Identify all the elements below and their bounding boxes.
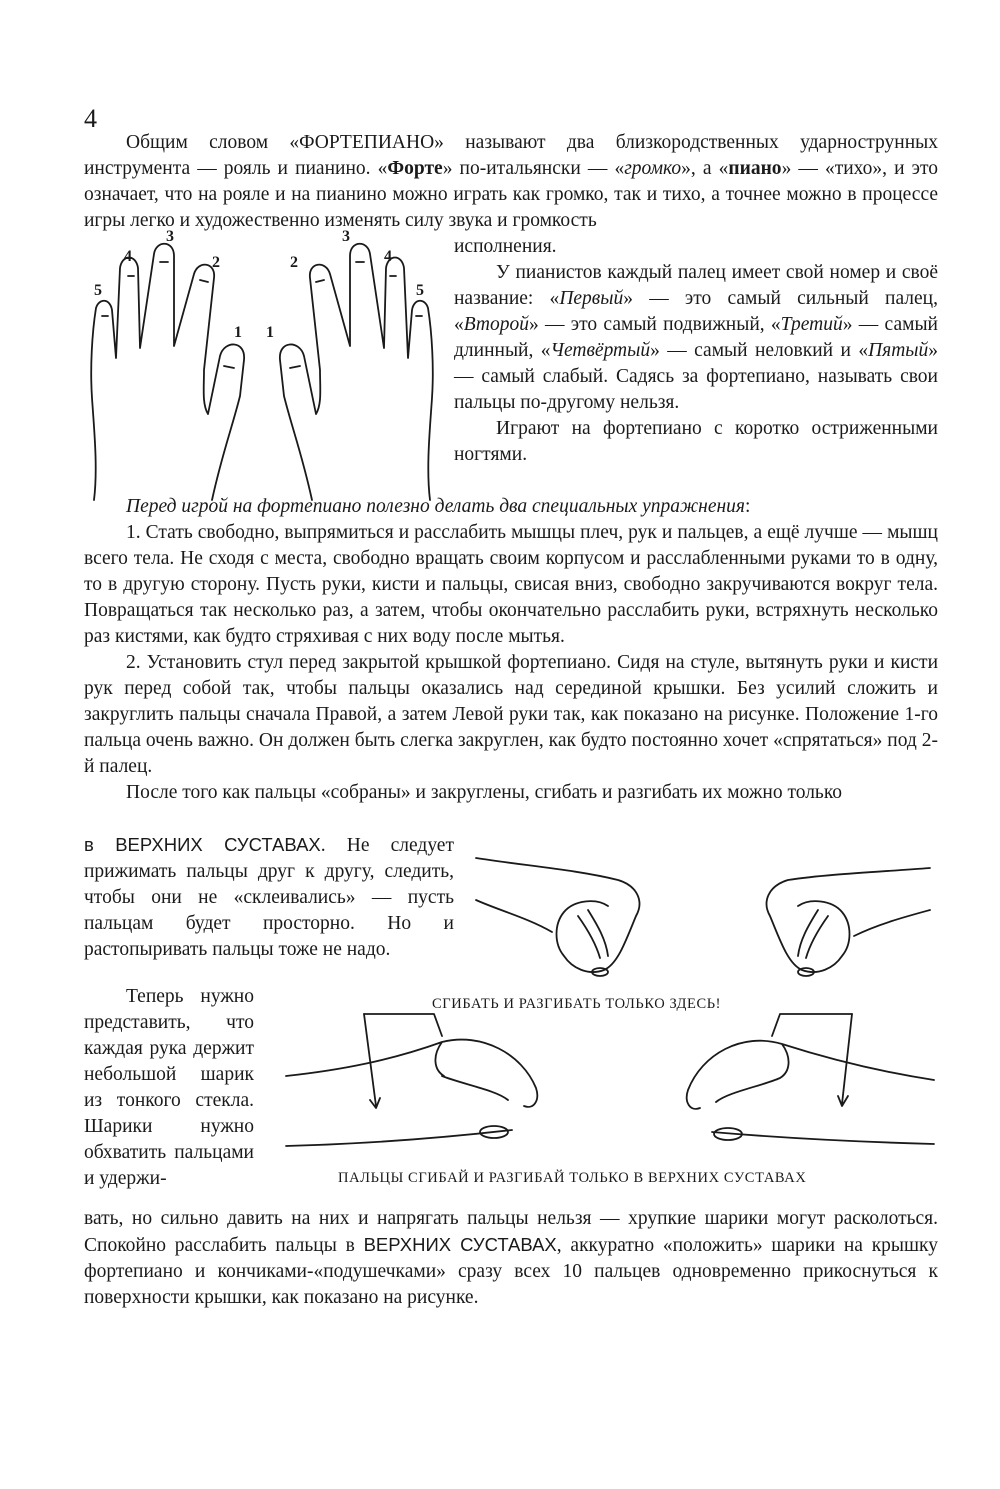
finger-names-block (454, 234, 938, 468)
joints-rest: . Не следует прижимать пальцы друг к другу, следить, чтобы они не «склеивались» — пусть пальцам будет просторно. Но и растопыривать пальцы тоже не надо. (84, 835, 454, 960)
intro-paragraph (84, 130, 938, 234)
names-text-a: У пианистов каждый палец имеет свой номер и своё название: « (454, 262, 938, 309)
names-text-d: » — самый длинный, « (454, 314, 938, 361)
finger-number-left-1: 1 (234, 324, 242, 341)
name-second: Второй (463, 314, 529, 335)
exercises-block (84, 494, 938, 806)
balls-wide-block (84, 1206, 938, 1311)
joints-first-line: После того как пальцы «собраны» и закруглены, сгибать и разгибать их можно только (126, 782, 843, 803)
names-text-c: » — это самый подвижный, « (528, 314, 781, 335)
intro-end: исполнения. (454, 236, 557, 257)
finger-number-right-2: 2 (290, 254, 298, 271)
page-number: 4 (84, 104, 97, 133)
joints-block (84, 832, 454, 963)
exercises-heading-colon: : (744, 496, 751, 517)
exercises-heading: Перед игрой на фортепиано полезно делать два специальных упражнения (126, 496, 745, 517)
exercise-1: 1. Стать свободно, выпрямиться и расслабить мышцы плеч, рук и пальцев, а ещё лучше — мышц всего тела. Не сходя с места, свободно вращать своим корпусом и расслабленными руками то в одну, то в другую сторону. Пусть руки, кисти и пальцы, свисая вниз, свободно закручиваются вокруг тела. Повращаться так несколько раз, а затем, чтобы окончательно расслабить руки, встряхнуть несколько раз кистями, как будто стряхивая с них воду после мытья. (84, 522, 938, 647)
finger-number-left-2: 2 (212, 254, 220, 271)
name-first: Первый (559, 288, 624, 309)
intro-text-d: » — «тихо», и это означает, что на рояле и на пианино можно играть как громко, так и тихо, а точнее можно в процессе игры легко и художественно изменять силу звука и громкость (84, 158, 939, 231)
side-hands-drawing (282, 1010, 938, 1160)
bend-only-caption: ПАЛЬЦЫ СГИБАЙ И РАЗГИБАЙ ТОЛЬКО В ВЕРХНИХ СУСТАВАХ (338, 1170, 807, 1186)
loud-word: громко (624, 158, 682, 179)
hands-figure (84, 228, 440, 500)
finger-number-right-1: 1 (266, 324, 274, 341)
intro-text-a: Общим словом «ФОРТЕПИАНО» называют два близкородственных ударнострунных инструмента — рояль и пианино. « (84, 132, 938, 179)
names-text-f: » — самый слабый. Садясь за фортепиано, называть свои пальцы по-другому нельзя. (454, 340, 939, 413)
forte-word: Форте (387, 158, 443, 179)
finger-number-right-3: 3 (342, 228, 350, 245)
name-fourth: Четвёртый (550, 340, 651, 361)
upper-joints-word: в ВЕРХНИХ СУСТАВАХ (84, 834, 321, 855)
exercise-2: 2. Установить стул перед закрытой крышкой фортепиано. Сидя на стуле, вытянуть руки и кисти рук перед собой так, чтобы пальцы оказались над серединой крышки. Без усилий сложить и закруглить пальцы сначала Правой, а затем Левой руки так, как показано на рисунке. Положение 1-го пальца очень важно. Он должен быть слегка закруглен, как будто постоянно хочет «спрятаться» под 2-й палец. (84, 652, 938, 777)
intro-text-c: », а « (681, 158, 729, 179)
hands-drawing (84, 228, 440, 500)
name-third: Третий (780, 314, 843, 335)
finger-number-left-3: 3 (166, 228, 174, 245)
upper-joints-word-2: ВЕРХНИХ СУСТАВАХ (363, 1234, 557, 1255)
finger-number-left-5: 5 (94, 282, 102, 299)
piano-word: пиано (728, 158, 782, 179)
nails-paragraph: Играют на фортепиано с коротко остриженными ногтями. (454, 418, 938, 465)
rounded-hands-drawing (468, 840, 938, 980)
balls-narrow-text: Теперь нужно представить, что каждая рука держит небольшой шарик из тонкого стекла. Шарики нужно обхватить пальцами и удержи- (84, 986, 254, 1189)
names-text-e: » — самый неловкий и « (650, 340, 869, 361)
bend-here-caption: СГИБАТЬ И РАЗГИБАТЬ ТОЛЬКО ЗДЕСЬ! (432, 996, 722, 1012)
balls-narrow-block (84, 984, 254, 1192)
intro-text-b: » по-итальянски — « (442, 158, 625, 179)
name-fifth: Пятый (868, 340, 929, 361)
balls-wide-text-a: вать, но сильно давить на них и напрягать пальцы нельзя — хрупкие шарики могут расколоться. Спокойно расслабить пальцы в (84, 1208, 938, 1256)
finger-number-left-4: 4 (124, 248, 132, 265)
balls-wide-text-b: , аккуратно «положить» шарики на крышку фортепиано и кончиками-«подушечками» сразу всех 10 пальцев одновременно прикоснуться к поверхности крышки, как показано на рисунке. (84, 1235, 938, 1308)
finger-number-right-5: 5 (416, 282, 424, 299)
finger-number-right-4: 4 (384, 248, 392, 265)
names-text-b: » — это самый сильный палец, « (454, 288, 938, 335)
